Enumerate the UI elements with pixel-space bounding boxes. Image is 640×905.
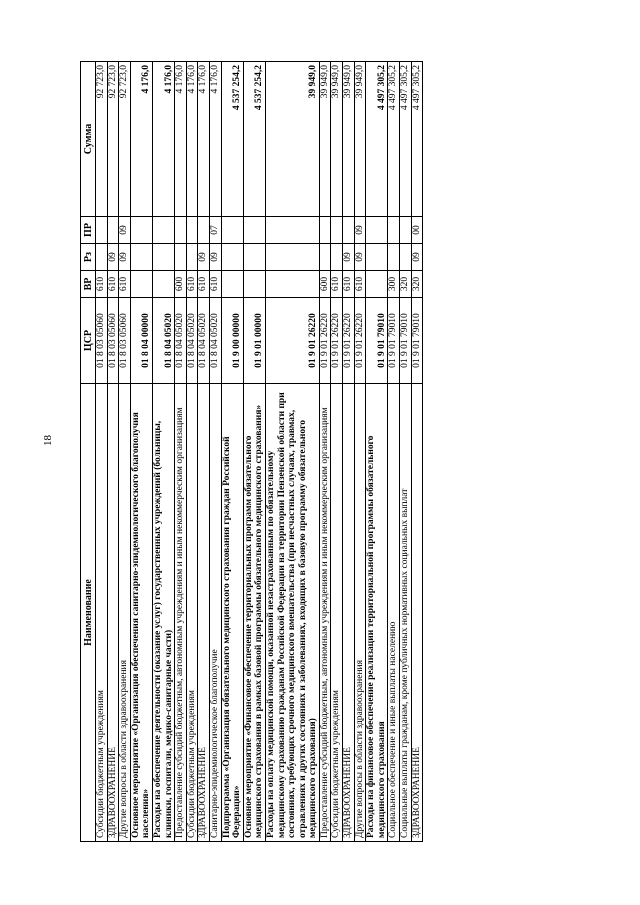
cell-name: Расходы на финансовое обеспечение реализации территориальной программы обязательного медицинского страхования: [366, 384, 388, 842]
table-row: [319, 62, 331, 842]
cell-pr: [152, 217, 174, 244]
cell-vr: [243, 271, 265, 298]
table-row: [209, 62, 221, 842]
cell-rz: [175, 244, 187, 271]
cell-csr: 01 9 01 26220: [354, 298, 366, 384]
cell-vr: 320: [400, 271, 412, 298]
cell-vr: 610: [331, 271, 343, 298]
cell-sum: 4 497 305,2: [400, 62, 412, 217]
rotated-table-container: [80, 62, 423, 842]
cell-name: ЗДРАВООХРАНЕНИЕ: [343, 384, 355, 842]
cell-vr: 320: [411, 271, 423, 298]
cell-rz: 09: [198, 244, 210, 271]
cell-rz: [366, 244, 388, 271]
header-csr: ЦСР: [81, 298, 96, 384]
cell-vr: 610: [209, 271, 221, 298]
cell-csr: 01 9 01 00000: [243, 298, 265, 384]
cell-csr: 01 9 01 26220: [265, 298, 319, 384]
cell-pr: 07: [209, 217, 221, 244]
cell-pr: [198, 217, 210, 244]
cell-rz: [152, 244, 174, 271]
cell-vr: 610: [186, 271, 198, 298]
header-rz: Рз: [81, 244, 96, 271]
cell-pr: [343, 217, 355, 244]
cell-name: Санитарно-эпидемиологическое благополучие: [209, 384, 221, 842]
cell-sum: 4 176,0: [186, 62, 198, 217]
table-row: [198, 62, 210, 842]
cell-vr: 610: [198, 271, 210, 298]
cell-vr: [265, 271, 319, 298]
header-vr: ВР: [81, 271, 96, 298]
cell-pr: [221, 217, 243, 244]
cell-csr: 01 9 01 79010: [400, 298, 412, 384]
cell-pr: [186, 217, 198, 244]
cell-pr: [388, 217, 400, 244]
cell-rz: 09: [107, 244, 119, 271]
cell-csr: 01 8 04 05020: [152, 298, 174, 384]
cell-vr: 300: [388, 271, 400, 298]
cell-csr: 01 8 04 00000: [130, 298, 152, 384]
cell-name: Социальное обеспечение и иные выплаты населению: [388, 384, 400, 842]
cell-csr: 01 8 04 05020: [175, 298, 187, 384]
cell-csr: 01 8 04 05020: [198, 298, 210, 384]
cell-csr: 01 8 03 05060: [119, 298, 131, 384]
cell-sum: 92 723,0: [119, 62, 131, 217]
cell-sum: 4 176,0: [175, 62, 187, 217]
cell-csr: 01 9 01 26220: [331, 298, 343, 384]
cell-csr: 01 8 03 05060: [96, 298, 108, 384]
cell-pr: [265, 217, 319, 244]
table-row: [411, 62, 423, 842]
cell-sum: 4 497 305,2: [366, 62, 388, 217]
table-row: [175, 62, 187, 842]
cell-vr: 610: [343, 271, 355, 298]
cell-sum: 4 497 305,2: [411, 62, 423, 217]
cell-vr: 610: [119, 271, 131, 298]
cell-pr: [243, 217, 265, 244]
table-row: [265, 62, 319, 842]
cell-csr: 01 9 01 79010: [366, 298, 388, 384]
cell-name: Расходы на обеспечение деятельности (оказание услуг) государственных учреждений (больницы, клиники, госпитали, медико-санитарные части): [152, 384, 174, 842]
cell-rz: [130, 244, 152, 271]
cell-vr: 600: [175, 271, 187, 298]
cell-pr: 09: [354, 217, 366, 244]
cell-name: Субсидии бюджетным учреждениям: [96, 384, 108, 842]
cell-rz: [319, 244, 331, 271]
cell-sum: 4 176,0: [130, 62, 152, 217]
cell-vr: 610: [96, 271, 108, 298]
cell-vr: [221, 271, 243, 298]
cell-rz: [221, 244, 243, 271]
cell-pr: 00: [411, 217, 423, 244]
table-row: [96, 62, 108, 842]
cell-name: Предоставление субсидий бюджетным, автономным учреждениям и иным некоммерческим организациям: [175, 384, 187, 842]
table-body: [96, 62, 423, 842]
cell-sum: 4 537 254,2: [243, 62, 265, 217]
table-row: [331, 62, 343, 842]
table-row: [366, 62, 388, 842]
table-row: [186, 62, 198, 842]
cell-name: Основное мероприятие «Финансовое обеспечение территориальных программ обязательного медицинского страхования в рамках базовой программы обязательного медицинского страхования»: [243, 384, 265, 842]
cell-sum: 39 949,0: [265, 62, 319, 217]
cell-csr: 01 9 00 00000: [221, 298, 243, 384]
cell-rz: 09: [354, 244, 366, 271]
cell-rz: 09: [411, 244, 423, 271]
cell-rz: [265, 244, 319, 271]
cell-pr: [331, 217, 343, 244]
cell-name: Подпрограмма «Организация обязательного медицинского страхования граждан Российской Федерации»: [221, 384, 243, 842]
table-row: [343, 62, 355, 842]
cell-name: Субсидии бюджетным учреждениям: [186, 384, 198, 842]
cell-name: ЗДРАВООХРАНЕНИЕ: [107, 384, 119, 842]
cell-name: Расходы на оплату медицинской помощи, оказанной незастрахованным по обязательному медицинскому страхованию гражданам Российской Федерации на территории Пензенской области при состояниях, требующих срочного медицинского вмешательства (при несчастных случаях, травмах, отравлениях и других состояниях и заболеваниях, входящих в базовую программу обязательного медицинского страхования): [265, 384, 319, 842]
budget-table: [80, 61, 423, 842]
cell-pr: [96, 217, 108, 244]
table-row: [354, 62, 366, 842]
cell-csr: 01 8 04 05020: [186, 298, 198, 384]
page-number: 18: [42, 435, 54, 446]
table-row: [388, 62, 400, 842]
cell-pr: [400, 217, 412, 244]
header-pr: ПР: [81, 217, 96, 244]
cell-sum: 92 723,0: [107, 62, 119, 217]
cell-name: Субсидии бюджетным учреждениям: [331, 384, 343, 842]
cell-pr: 09: [119, 217, 131, 244]
cell-name: Предоставление субсидий бюджетным, автономным учреждениям и иным некоммерческим организациям: [319, 384, 331, 842]
cell-vr: [130, 271, 152, 298]
cell-name: Другие вопросы в области здравоохранения: [354, 384, 366, 842]
cell-rz: 09: [343, 244, 355, 271]
cell-name: Основное мероприятие «Организация обеспечения санитарно-эпидемиологического благополучия населения»: [130, 384, 152, 842]
cell-name: Социальные выплаты гражданам, кроме публичных нормативных социальных выплат: [400, 384, 412, 842]
cell-csr: 01 9 01 26220: [319, 298, 331, 384]
cell-pr: [319, 217, 331, 244]
cell-rz: [186, 244, 198, 271]
header-sum: Сумма: [81, 62, 96, 217]
cell-pr: [107, 217, 119, 244]
cell-name: ЗДРАВООХРАНЕНИЕ: [411, 384, 423, 842]
cell-vr: 610: [354, 271, 366, 298]
cell-sum: 4 497 305,2: [388, 62, 400, 217]
cell-rz: [331, 244, 343, 271]
cell-csr: 01 8 03 05060: [107, 298, 119, 384]
cell-rz: 09: [119, 244, 131, 271]
cell-sum: 39 949,0: [331, 62, 343, 217]
cell-rz: [243, 244, 265, 271]
cell-pr: [130, 217, 152, 244]
cell-sum: 39 949,0: [343, 62, 355, 217]
cell-csr: 01 9 01 79010: [411, 298, 423, 384]
cell-csr: 01 9 01 79010: [388, 298, 400, 384]
cell-csr: 01 8 04 05020: [209, 298, 221, 384]
table-row: [152, 62, 174, 842]
cell-rz: [96, 244, 108, 271]
cell-csr: 01 9 01 26220: [343, 298, 355, 384]
table-row: [400, 62, 412, 842]
cell-sum: 4 537 254,2: [221, 62, 243, 217]
cell-sum: 4 176,0: [152, 62, 174, 217]
cell-name: ЗДРАВООХРАНЕНИЕ: [198, 384, 210, 842]
cell-vr: [366, 271, 388, 298]
table-row: [130, 62, 152, 842]
cell-rz: [400, 244, 412, 271]
cell-vr: [152, 271, 174, 298]
cell-sum: 4 176,0: [198, 62, 210, 217]
cell-name: Другие вопросы в области здравоохранения: [119, 384, 131, 842]
cell-pr: [175, 217, 187, 244]
cell-vr: 610: [107, 271, 119, 298]
header-name: Наименование: [81, 384, 96, 842]
table-row: [107, 62, 119, 842]
cell-rz: [388, 244, 400, 271]
cell-rz: 09: [209, 244, 221, 271]
cell-sum: 39 949,0: [319, 62, 331, 217]
cell-pr: [366, 217, 388, 244]
table-row: [221, 62, 243, 842]
table-row: [119, 62, 131, 842]
cell-sum: 39 949,0: [354, 62, 366, 217]
cell-sum: 4 176,0: [209, 62, 221, 217]
table-row: [243, 62, 265, 842]
cell-sum: 92 723,0: [96, 62, 108, 217]
cell-vr: 600: [319, 271, 331, 298]
table-header-row: [81, 62, 96, 842]
